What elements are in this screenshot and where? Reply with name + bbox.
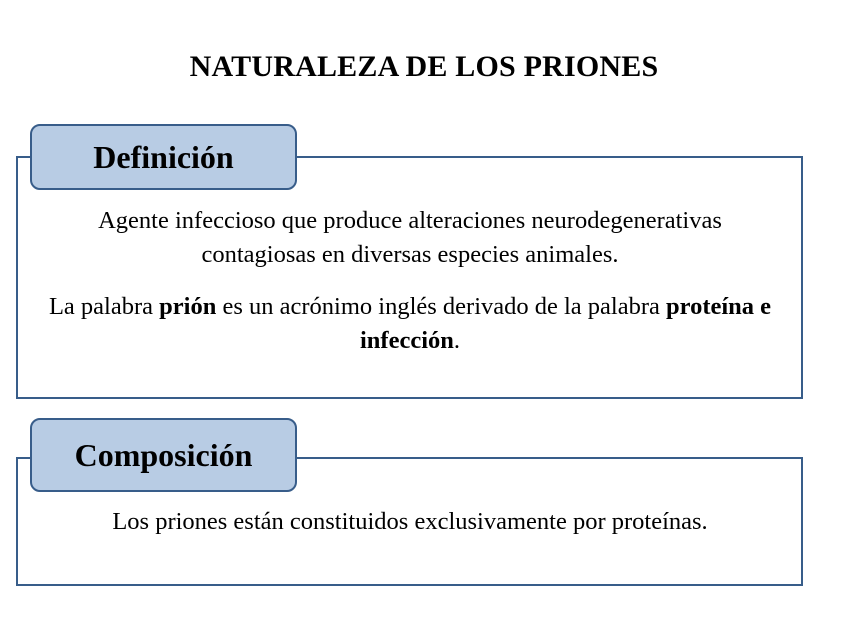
etymology-text-part1: La palabra: [48, 293, 160, 320]
definition-panel: [16, 156, 803, 399]
etymology-text-part3: .: [453, 327, 461, 354]
composition-text: Los priones están constituidos exclusivamente por proteínas.: [112, 508, 708, 535]
etymology-term-prion: prión: [159, 293, 217, 320]
etymology-text-part2: es un acrónimo inglés derivado de la palabra: [216, 293, 667, 320]
composition-heading: Composición: [30, 418, 297, 492]
definition-text: Agente infeccioso que produce alteraciones neurodegenerativas contagiosas en diversas especies animales.: [98, 207, 722, 268]
definition-heading: Definición: [30, 124, 297, 190]
etymology-text: [40, 290, 780, 358]
page-title: NATURALEZA DE LOS PRIONES: [189, 50, 659, 83]
etymology-term-protein-infection: proteína e infección: [359, 293, 772, 354]
